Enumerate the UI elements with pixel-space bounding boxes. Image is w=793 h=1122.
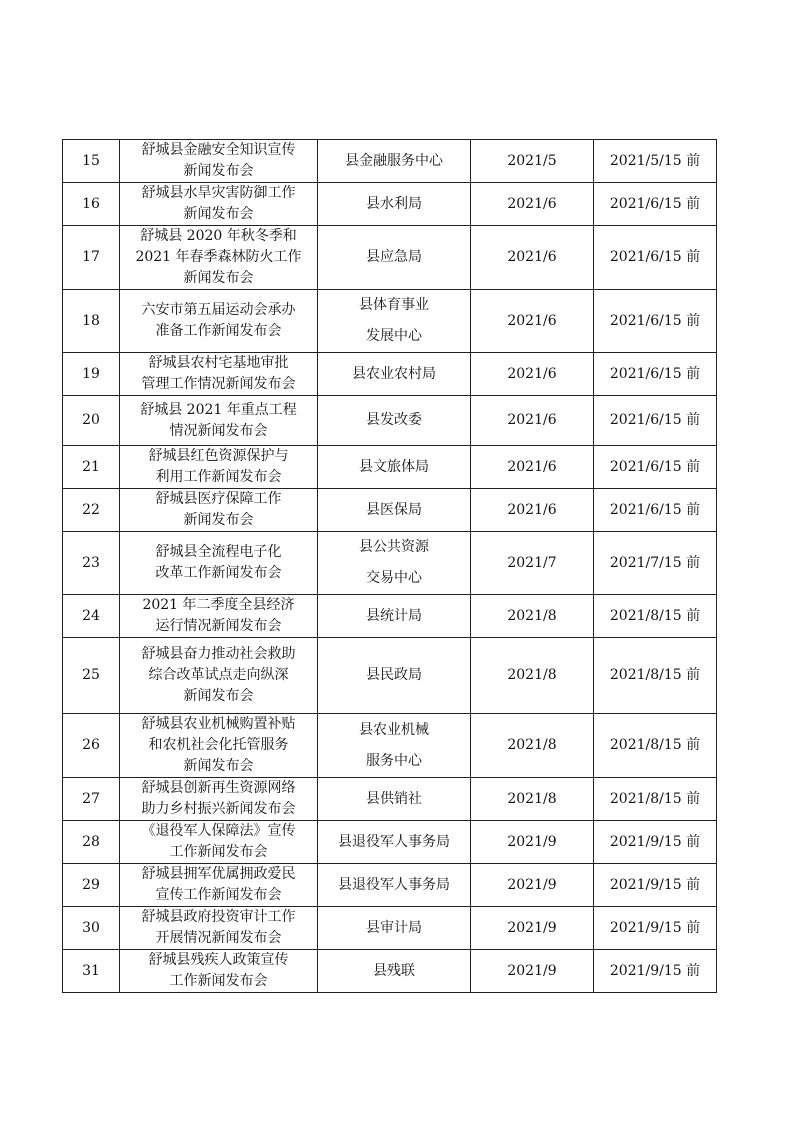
conference-topic-line: 新闻发布会 [183, 206, 254, 222]
responsible-unit [318, 183, 471, 226]
conference-topic [120, 489, 318, 532]
conference-topic-line: 情况新闻发布会 [169, 422, 268, 439]
conference-topic [120, 821, 318, 864]
conference-topic [120, 183, 318, 226]
deadline: 2021/9/15 前 [594, 907, 717, 950]
conference-topic-line: 舒城县农村宅基地审批 [148, 355, 289, 371]
conference-month: 2021/7 [471, 532, 594, 595]
responsible-unit [318, 950, 471, 993]
deadline: 2021/8/15 前 [594, 595, 717, 638]
responsible-unit-line: 县民政局 [366, 667, 422, 683]
deadline: 2021/9/15 前 [594, 821, 717, 864]
row-number: 31 [63, 950, 120, 993]
conference-topic-line: 舒城县奋力推动社会救助 [141, 646, 296, 662]
responsible-unit [318, 595, 471, 638]
conference-month: 2021/9 [471, 950, 594, 993]
row-number: 26 [63, 714, 120, 778]
conference-topic-line: 宣传工作新闻发布会 [155, 887, 282, 903]
table-row [63, 290, 717, 353]
conference-topic-line: 舒城县红色资源保护与 [148, 448, 289, 464]
deadline: 2021/6/15 前 [594, 489, 717, 532]
conference-topic-line: 舒城县 2021 年重点工程 [140, 401, 297, 418]
deadline: 2021/5/15 前 [594, 140, 717, 183]
conference-topic-line: 利用工作新闻发布会 [155, 469, 282, 485]
responsible-unit [318, 864, 471, 907]
conference-topic [120, 595, 318, 638]
table-row [63, 353, 717, 396]
table-row [63, 714, 717, 778]
conference-topic-line: 新闻发布会 [183, 512, 254, 528]
responsible-unit-line: 交易中心 [366, 570, 422, 586]
conference-topic-line: 舒城县拥军优属拥政爱民 [141, 866, 296, 882]
conference-topic-line: 舒城县医疗保障工作 [155, 491, 282, 507]
conference-topic-line: 开展情况新闻发布会 [155, 930, 282, 946]
responsible-unit [318, 638, 471, 714]
conference-topic-line: 综合改革试点走向纵深 [148, 667, 289, 683]
responsible-unit-line: 县农业农村局 [352, 365, 436, 382]
responsible-unit-line: 县发改委 [366, 412, 422, 428]
responsible-unit [318, 778, 471, 821]
table-body [63, 140, 717, 993]
conference-topic-line: 舒城县政府投资审计工作 [141, 909, 296, 925]
conference-topic [120, 353, 318, 396]
conference-topic-line: 舒城县全流程电子化 [155, 544, 282, 560]
conference-topic-line: 舒城县 2020 年秋冬季和 [140, 228, 297, 244]
conference-topic-line: 舒城县水旱灾害防御工作 [141, 185, 296, 201]
table-row [63, 140, 717, 183]
conference-month: 2021/8 [471, 595, 594, 638]
conference-topic-line: 工作新闻发布会 [169, 844, 268, 860]
table-row [63, 864, 717, 907]
responsible-unit-line: 县统计局 [366, 607, 422, 624]
conference-month: 2021/6 [471, 290, 594, 353]
conference-topic [120, 864, 318, 907]
responsible-unit-line: 县金融服务中心 [345, 152, 443, 169]
conference-topic [120, 446, 318, 489]
deadline: 2021/8/15 前 [594, 638, 717, 714]
conference-month: 2021/6 [471, 353, 594, 396]
conference-topic-line: 准备工作新闻发布会 [155, 323, 282, 339]
table-row [63, 489, 717, 532]
conference-topic-line: 2021 年二季度全县经济 [142, 597, 295, 613]
table-row [63, 778, 717, 821]
deadline: 2021/7/15 前 [594, 532, 717, 595]
row-number: 21 [63, 446, 120, 489]
row-number: 30 [63, 907, 120, 950]
responsible-unit-line: 县农业机械 [359, 721, 429, 738]
responsible-unit [318, 290, 471, 353]
responsible-unit-line: 县残联 [373, 962, 415, 979]
table-row [63, 638, 717, 714]
deadline: 2021/6/15 前 [594, 396, 717, 446]
table-row [63, 446, 717, 489]
row-number: 22 [63, 489, 120, 532]
responsible-unit-line: 县审计局 [366, 919, 422, 936]
conference-month: 2021/6 [471, 226, 594, 290]
table-row [63, 821, 717, 864]
conference-topic-line: 舒城县金融安全知识宣传 [141, 142, 296, 158]
conference-month: 2021/9 [471, 821, 594, 864]
press-conference-schedule-table [62, 139, 717, 993]
row-number: 27 [63, 778, 120, 821]
conference-topic [120, 778, 318, 821]
responsible-unit [318, 140, 471, 183]
responsible-unit [318, 226, 471, 290]
row-number: 28 [63, 821, 120, 864]
responsible-unit [318, 821, 471, 864]
conference-topic [120, 907, 318, 950]
deadline: 2021/6/15 前 [594, 290, 717, 353]
row-number: 24 [63, 595, 120, 638]
conference-month: 2021/8 [471, 638, 594, 714]
conference-topic [120, 140, 318, 183]
responsible-unit [318, 714, 471, 778]
table-row [63, 396, 717, 446]
conference-topic-line: 2021 年春季森林防火工作 [135, 249, 302, 265]
responsible-unit-line: 发展中心 [366, 328, 422, 344]
row-number: 29 [63, 864, 120, 907]
responsible-unit [318, 532, 471, 595]
conference-topic-line: 《退役军人保障法》宣传 [141, 823, 296, 839]
conference-month: 2021/6 [471, 446, 594, 489]
conference-topic-line: 运行情况新闻发布会 [155, 618, 282, 634]
conference-topic-line: 助力乡村振兴新闻发布会 [141, 801, 296, 817]
responsible-unit-line: 县退役军人事务局 [338, 833, 450, 850]
responsible-unit-line: 县公共资源 [359, 539, 429, 555]
table-row [63, 226, 717, 290]
conference-topic-line: 和农机社会化托管服务 [148, 737, 289, 753]
conference-topic-line: 新闻发布会 [183, 270, 254, 286]
deadline: 2021/6/15 前 [594, 353, 717, 396]
conference-topic-line: 新闻发布会 [183, 688, 254, 704]
responsible-unit-line: 县供销社 [366, 790, 422, 807]
row-number: 23 [63, 532, 120, 595]
deadline: 2021/6/15 前 [594, 183, 717, 226]
responsible-unit-line: 服务中心 [366, 752, 422, 769]
responsible-unit-line: 县体育事业 [359, 297, 429, 313]
conference-month: 2021/5 [471, 140, 594, 183]
conference-month: 2021/6 [471, 489, 594, 532]
conference-topic [120, 532, 318, 595]
conference-topic [120, 950, 318, 993]
conference-topic-line: 改革工作新闻发布会 [155, 565, 282, 581]
conference-topic-line: 舒城县创新再生资源网络 [141, 780, 296, 796]
responsible-unit-line: 县退役军人事务局 [338, 876, 450, 893]
responsible-unit [318, 396, 471, 446]
conference-topic-line: 新闻发布会 [183, 758, 254, 774]
conference-month: 2021/9 [471, 907, 594, 950]
table-row [63, 950, 717, 993]
table-row [63, 532, 717, 595]
table-row [63, 907, 717, 950]
conference-topic-line: 工作新闻发布会 [169, 973, 268, 989]
row-number: 19 [63, 353, 120, 396]
conference-month: 2021/8 [471, 778, 594, 821]
conference-topic [120, 714, 318, 778]
row-number: 17 [63, 226, 120, 290]
deadline: 2021/8/15 前 [594, 714, 717, 778]
responsible-unit-line: 县应急局 [366, 249, 422, 265]
conference-month: 2021/6 [471, 396, 594, 446]
row-number: 18 [63, 290, 120, 353]
deadline: 2021/6/15 前 [594, 446, 717, 489]
conference-topic-line: 舒城县残疾人政策宣传 [148, 952, 289, 968]
conference-month: 2021/6 [471, 183, 594, 226]
responsible-unit [318, 489, 471, 532]
deadline: 2021/9/15 前 [594, 864, 717, 907]
responsible-unit-line: 县水利局 [366, 195, 422, 212]
responsible-unit [318, 446, 471, 489]
conference-month: 2021/8 [471, 714, 594, 778]
conference-topic-line: 六安市第五届运动会承办 [141, 302, 296, 318]
deadline: 2021/9/15 前 [594, 950, 717, 993]
table-row [63, 595, 717, 638]
row-number: 20 [63, 396, 120, 446]
row-number: 25 [63, 638, 120, 714]
responsible-unit-line: 县医保局 [366, 501, 422, 518]
deadline: 2021/8/15 前 [594, 778, 717, 821]
conference-topic [120, 638, 318, 714]
row-number: 15 [63, 140, 120, 183]
conference-topic-line: 管理工作情况新闻发布会 [141, 376, 296, 392]
conference-topic [120, 226, 318, 290]
table-row [63, 183, 717, 226]
conference-topic [120, 290, 318, 353]
responsible-unit-line: 县文旅体局 [359, 458, 429, 475]
row-number: 16 [63, 183, 120, 226]
responsible-unit [318, 907, 471, 950]
conference-month: 2021/9 [471, 864, 594, 907]
conference-topic-line: 新闻发布会 [183, 163, 254, 179]
responsible-unit [318, 353, 471, 396]
conference-topic [120, 396, 318, 446]
conference-topic-line: 舒城县农业机械购置补贴 [141, 716, 296, 732]
deadline: 2021/6/15 前 [594, 226, 717, 290]
